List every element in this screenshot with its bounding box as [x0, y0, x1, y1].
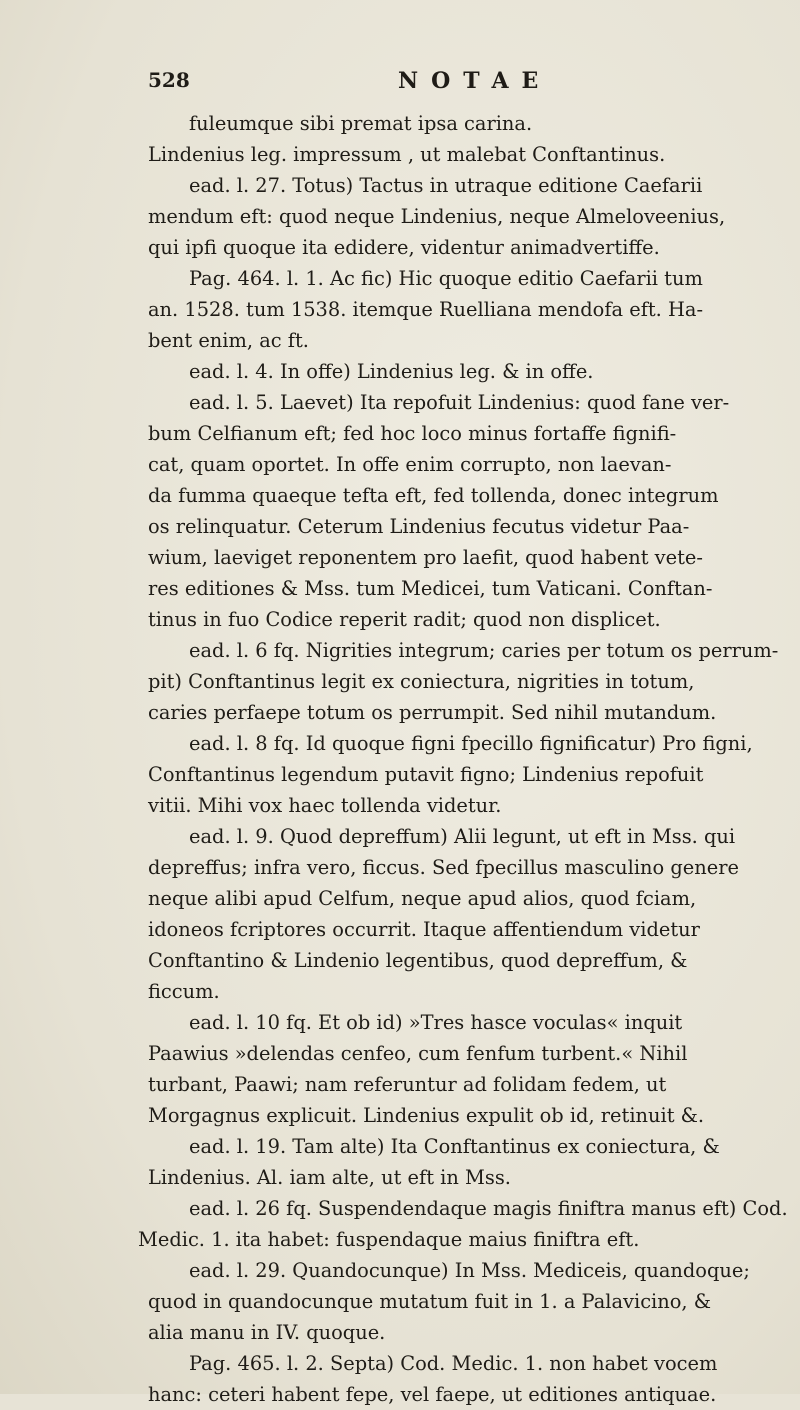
- text-line: cat, quam oportet. In offe enim corrupto, non laevan-: [148, 453, 672, 476]
- text-line: Pag. 465. l. 2. Septa) Cod. Medic. 1. non habet vocem: [189, 1352, 718, 1375]
- page-header: [148, 68, 568, 102]
- text-line: ead. l. 27. Totus) Tactus in utraque editione Caefarii: [189, 174, 703, 197]
- text-line: ead. l. 4. In offe) Lindenius leg. & in offe.: [189, 360, 594, 383]
- text-line: Lindenius. Al. iam alte, ut eft in Mss.: [148, 1166, 511, 1189]
- text-line: Conftantinus legendum putavit figno; Lindenius repofuit: [148, 763, 704, 786]
- text-line: ead. l. 26 fq. Suspendendaque magis finiftra manus eft) Cod.: [189, 1197, 788, 1220]
- text-line: ead. l. 29. Quandocunque) In Mss. Mediceis, quandoque;: [189, 1259, 750, 1282]
- text-line: bent enim, ac ft.: [148, 329, 309, 352]
- text-line: Paawius »delendas cenfeo, cum fenfum turbent.« Nihil: [148, 1042, 688, 1065]
- body-text: [138, 108, 788, 1410]
- text-line: caries perfaepe totum os perrumpit. Sed nihil mutandum.: [148, 701, 717, 724]
- text-line: fuleumque sibi premat ipsa carina.: [189, 112, 533, 135]
- text-line: ead. l. 10 fq. Et ob id) »Tres hasce voculas« inquit: [189, 1011, 683, 1034]
- text-line: Lindenius leg. impressum , ut malebat Conftantinus.: [148, 143, 666, 166]
- text-line: Medic. 1. ita habet: fuspendaque maius finiftra eft.: [138, 1228, 640, 1251]
- text-line: bum Celfianum eft; fed hoc loco minus fortaffe fignifi-: [148, 422, 677, 445]
- text-line: qui ipfi quoque ita edidere, videntur animadvertiffe.: [148, 236, 660, 259]
- text-line: Conftantino & Lindenio legentibus, quod depreffum, &: [148, 949, 688, 972]
- text-line: Pag. 464. l. 1. Ac fic) Hic quoque editio Caefarii tum: [189, 267, 703, 290]
- text-line: ead. l. 5. Laevet) Ita repofuit Lindenius: quod fane ver-: [189, 391, 730, 414]
- text-line: mendum eft: quod neque Lindenius, neque Almeloveenius,: [148, 205, 726, 228]
- text-line: quod in quandocunque mutatum fuit in 1. a Palavicino, &: [148, 1290, 712, 1313]
- text-line: vitii. Mihi vox haec tollenda videtur.: [148, 794, 502, 817]
- text-line: res editiones & Mss. tum Medicei, tum Vaticani. Conftan-: [148, 577, 713, 600]
- text-line: idoneos fcriptores occurrit. Itaque affentiendum videtur: [148, 918, 700, 941]
- text-line: ead. l. 19. Tam alte) Ita Conftantinus ex coniectura, &: [189, 1135, 720, 1158]
- text-line: ficcum.: [148, 980, 220, 1003]
- page-number: 528: [148, 68, 190, 92]
- text-line: hanc: ceteri habent fepe, vel faepe, ut editiones antiquae.: [148, 1383, 717, 1406]
- text-line: alia manu in IV. quoque.: [148, 1321, 386, 1344]
- text-line: Morgagnus explicuit. Lindenius expulit ob id, retinuit &.: [148, 1104, 705, 1127]
- text-line: ead. l. 9. Quod depreffum) Alii legunt, ut eft in Mss. qui: [189, 825, 736, 848]
- text-line: os relinquatur. Ceterum Lindenius fecutus videtur Paa-: [148, 515, 690, 538]
- text-line: da fumma quaeque tefta eft, fed tollenda, donec integrum: [148, 484, 719, 507]
- text-line: wium, laeviget reponentem pro laefit, quod habent vete-: [148, 546, 703, 569]
- text-line: neque alibi apud Celfum, neque apud alios, quod fciam,: [148, 887, 697, 910]
- text-line: depreffus; infra vero, ficcus. Sed fpecillus masculino genere: [148, 856, 739, 879]
- text-line: turbant, Paawi; nam referuntur ad folidam fedem, ut: [148, 1073, 667, 1096]
- running-head: NOTAE: [398, 68, 552, 94]
- text-line: tinus in fuo Codice reperit radit; quod non displicet.: [148, 608, 661, 631]
- text-line: pit) Conftantinus legit ex coniectura, nigrities in totum,: [148, 670, 695, 693]
- text-line: ead. l. 8 fq. Id quoque figni fpecillo fignificatur) Pro figni,: [189, 732, 753, 755]
- text-line: an. 1528. tum 1538. itemque Ruelliana mendofa eft. Ha-: [148, 298, 704, 321]
- text-line: ead. l. 6 fq. Nigrities integrum; caries per totum os perrum-: [189, 639, 779, 662]
